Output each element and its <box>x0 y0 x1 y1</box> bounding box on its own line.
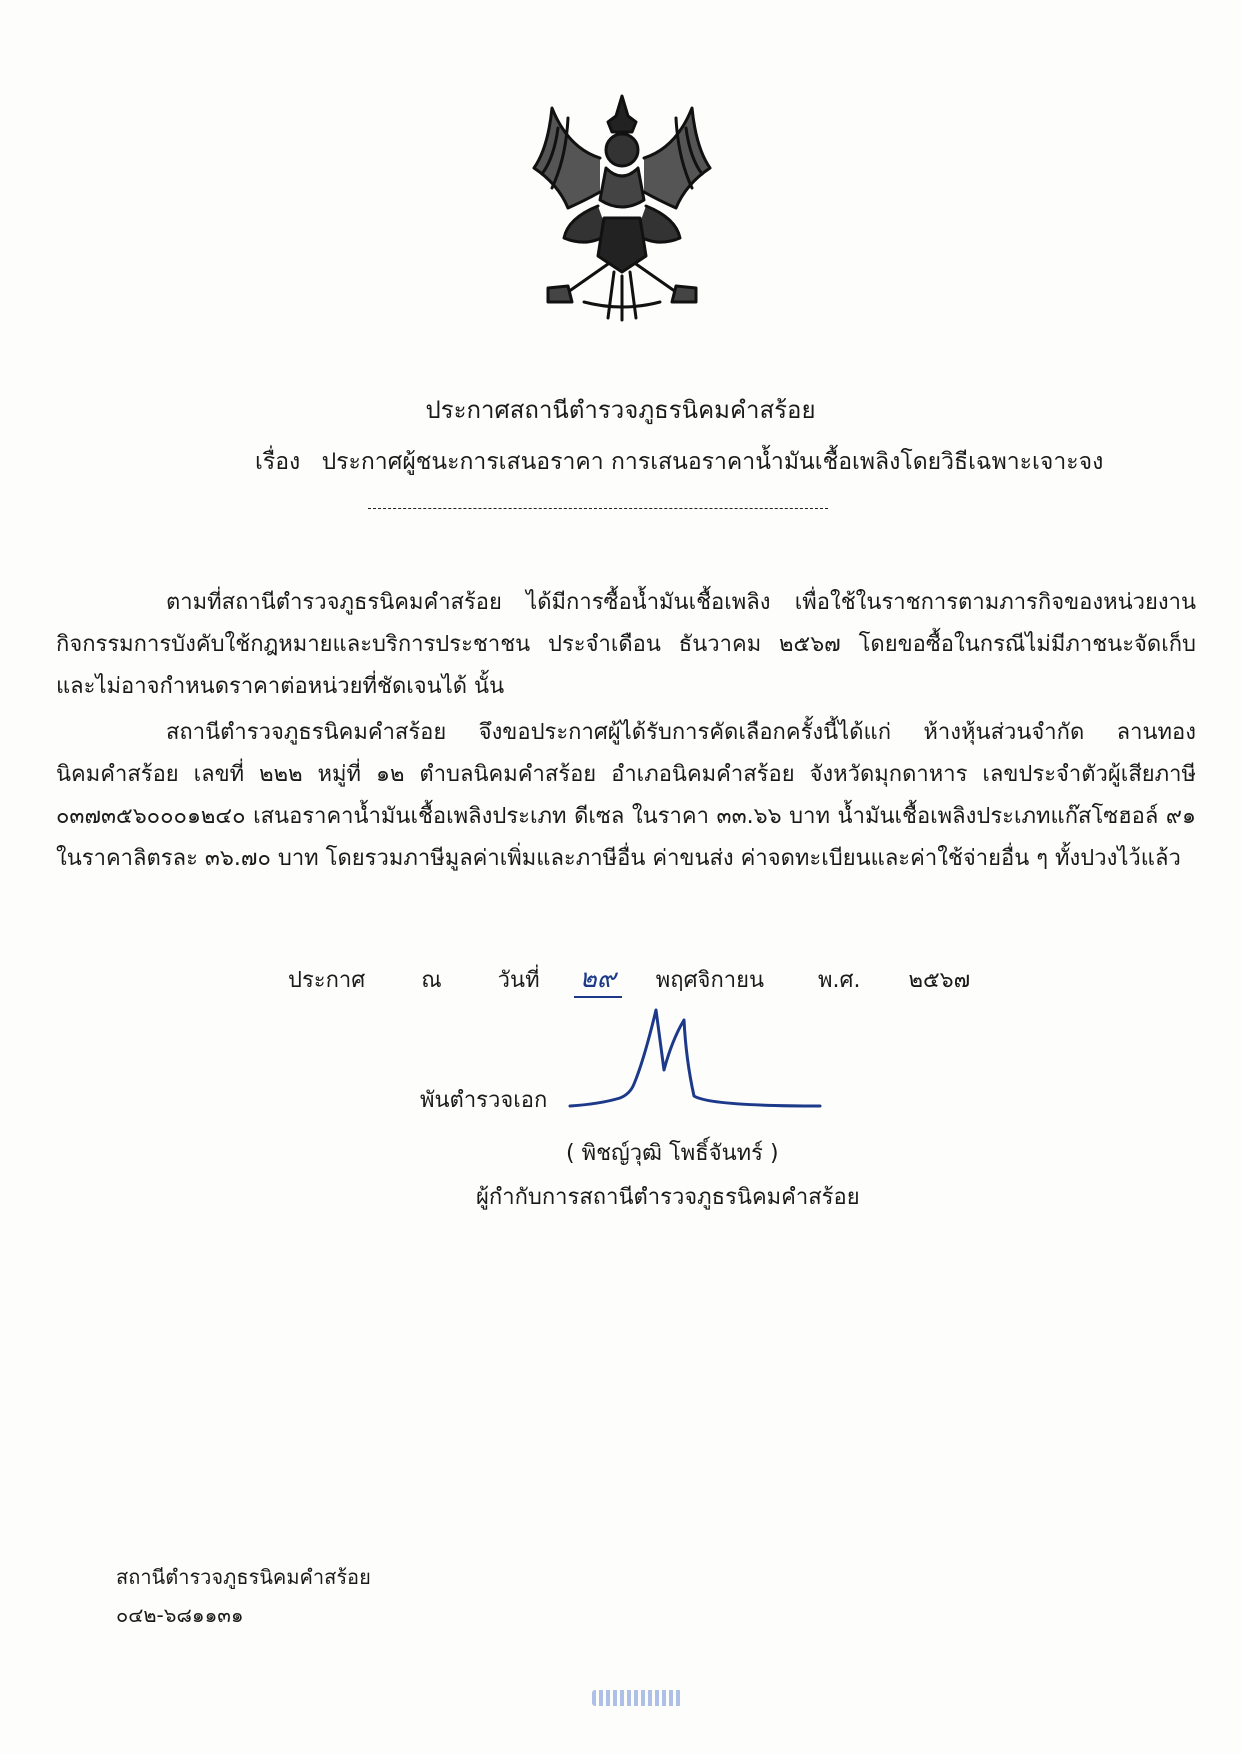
paragraph-2 <box>56 712 1196 880</box>
paragraph-2-text: สถานีตำรวจภูธรนิคมคำสร้อย จึงขอประกาศผู้ได้รับการคัดเลือกครั้งนี้ได้แก่ ห้างหุ้นส่วนจำกัด ลานทองนิคมคำสร้อย เลขที่ ๒๒๒ หมู่ที่ ๑๒ ตำบลนิคมคำสร้อย อำเภอนิคมคำสร้อย จังหวัดมุกดาหาร เลขประจำตัวผู้เสียภาษี ๐๓๗๓๕๖๐๐๐๑๒๔๐ เสนอราคาน้ำมันเชื้อเพลิงประเภท ดีเซล ในราคา ๓๓.๖๖ บาท น้ำมันเชื้อเพลิงประเภทแก๊สโซฮอล์ ๙๑ ในราคาลิตรละ ๓๖.๗๐ บาท โดยรวมภาษีมูลค่าเพิ่มและภาษีอื่น ค่าขนส่ง ค่าจดทะเบียนและค่าใช้จ่ายอื่น ๆ ทั้งปวงไว้แล้ว <box>56 720 1196 871</box>
garuda-emblem-icon <box>528 88 716 326</box>
paragraph-1-text: ตามที่สถานีตำรวจภูธรนิคมคำสร้อย ได้มีการซื้อน้ำมันเชื้อเพลิง เพื่อใช้ในราชการตามภารกิจของหน่วยงาน กิจกรรมการบังคับใช้กฎหมายและบริการประชาชน ประจำเดือน ธันวาคม ๒๕๖๗ โดยขอซื้อในกรณีไม่มีภาชนะจัดเก็บ และไม่อาจกำหนดราคาต่อหน่วยที่ชัดเจนได้ นั้น <box>56 590 1196 699</box>
document-title: ประกาศสถานีตำรวจภูธรนิคมคำสร้อย <box>425 396 816 424</box>
handwritten-signature <box>560 1000 830 1120</box>
day-label: วันที่ <box>497 968 540 993</box>
footer-office: สถานีตำรวจภูธรนิคมคำสร้อย <box>116 1565 371 1589</box>
signer-position: ผู้กำกับการสถานีตำรวจภูธรนิคมคำสร้อย <box>476 1185 860 1210</box>
announce-prefix: ประกาศ <box>288 968 366 993</box>
announcement-date <box>288 962 988 998</box>
title-divider <box>368 508 828 509</box>
year: ๒๕๖๗ <box>908 968 971 993</box>
day-value: ๒๙ <box>574 962 622 998</box>
signer-rank: พันตำรวจเอก <box>420 1088 548 1113</box>
announce-at: ณ <box>421 968 442 993</box>
subject-text: ประกาศผู้ชนะการเสนอราคา การเสนอราคาน้ำมันเชื้อเพลิงโดยวิธีเฉพาะเจาะจง <box>321 449 1104 475</box>
document-subject <box>255 446 1104 478</box>
subject-label: เรื่อง <box>255 449 301 475</box>
paragraph-1 <box>56 582 1196 708</box>
footer-phone: ๐๔๒-๖๘๑๑๓๑ <box>116 1603 244 1627</box>
faded-stamp-icon <box>592 1690 682 1706</box>
signer-name: ( พิชญ์วุฒิ โพธิ์จันทร์ ) <box>566 1141 779 1166</box>
era: พ.ศ. <box>818 968 861 993</box>
month: พฤศจิกายน <box>655 968 765 993</box>
